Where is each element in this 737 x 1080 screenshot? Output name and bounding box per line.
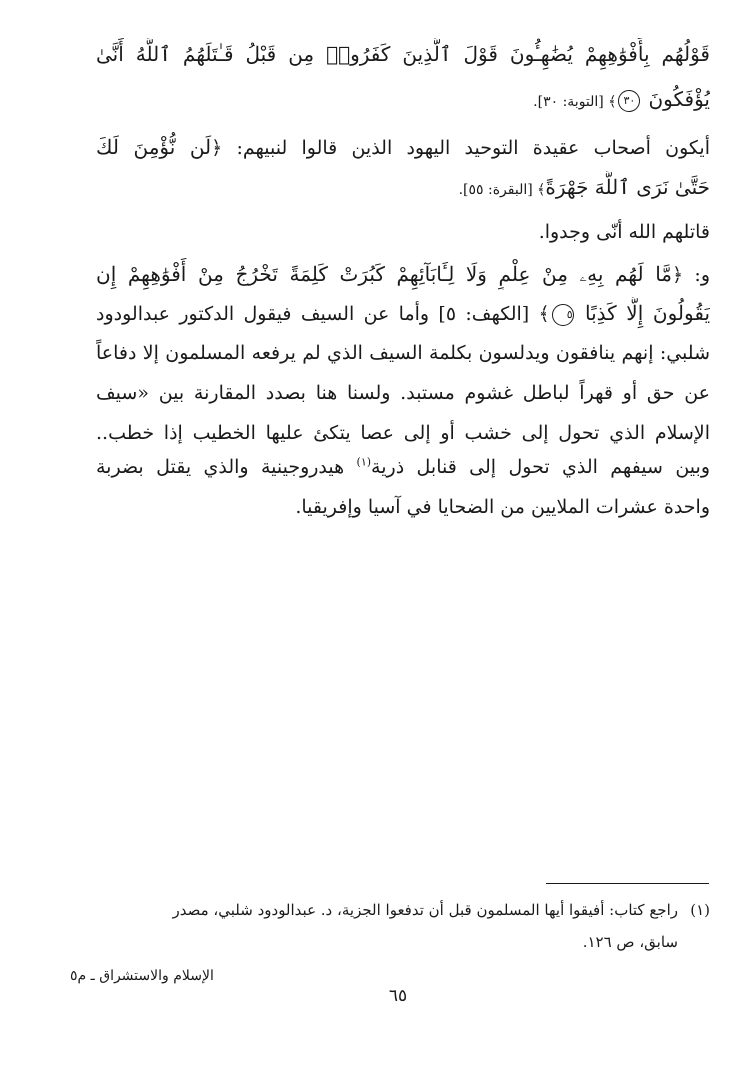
body-line-11 <box>96 451 710 483</box>
body-line-2 <box>96 83 710 115</box>
page-number: ٦٥ <box>388 986 408 1006</box>
body-line-12 <box>96 491 710 523</box>
body-line-7 <box>96 297 710 329</box>
ayah-number-marker: ٣٠ <box>618 90 640 112</box>
quran-verse: قَوْلُهُم بِأَفْوَٰهِهِمْ يُضَٰهِـُٔونَ قَوْلَ ٱلَّذِينَ كَفَرُوا۟ مِن قَبْلُ قَـٰتَلَهُمُ ٱللَّهُ أَنَّىٰ <box>96 42 710 66</box>
body-text: شلبي: إنهم ينافقون ويدلسون بكلمة السيف الذي لم يرفعه المسلمون إلا دفاعاً <box>96 342 710 364</box>
body-text: قاتلهم الله أنّى وجدوا. <box>538 221 710 243</box>
body-line-3 <box>96 131 710 163</box>
body-text: الإسلام الذي تحول إلى خشب أو إلى عصا يتكئ عليها الخطيب إذا خطب.. <box>96 422 710 444</box>
body-text: هيدروجينية والذي يقتل بضربة <box>96 456 357 478</box>
body-line-10 <box>96 417 710 449</box>
body-text: ﴾ [الكهف: ٥] وأما عن السيف فيقول الدكتور عبدالودود <box>96 303 550 325</box>
footnote-number: (١) <box>690 901 710 919</box>
footnote-separator <box>546 883 709 884</box>
body-line-6 <box>96 258 710 290</box>
quran-verse: حَتَّىٰ نَرَى ٱللَّهَ جَهْرَةً <box>545 175 710 199</box>
body-text: أيكون أصحاب عقيدة التوحيد اليهود الذين قالوا لنبيهم: ﴿ <box>211 137 710 159</box>
quran-verse: يَقُولُونَ إِلَّا كَذِبًا <box>584 301 710 325</box>
body-line-4 <box>96 171 710 203</box>
footnote-line-1 <box>96 896 710 924</box>
body-text: عن حق أو قهراً لباطل غشوم مستبد. ولسنا هنا بصدد المقارنة بين «سيف <box>96 382 710 404</box>
body-line-8 <box>96 337 710 369</box>
footnote-marker: (١) <box>356 455 372 469</box>
running-title: الإسلام والاستشراق ـ م٥ <box>70 968 214 984</box>
footnote-line-2 <box>96 928 710 956</box>
footnote-text: راجع كتاب: أفيقوا أيها المسلمون قبل أن تدفعوا الجزية، د. عبدالودود شلبي، مصدر <box>172 901 678 919</box>
footnote-text: سابق، ص ١٢٦. <box>582 933 678 951</box>
body-text: و: ﴿ <box>672 264 710 286</box>
quran-verse: يُؤْفَكُونَ <box>648 87 710 111</box>
verse-reference: ﴾ [التوبة: ٣٠]. <box>533 94 617 110</box>
quran-verse: مَّا لَهُم بِهِۦ مِنْ عِلْمٍ وَلَا لِـَٔابَآئِهِمْ كَبُرَتْ كَلِمَةً تَخْرُجُ مِنْ أَفْوَٰهِهِمْ إِن <box>96 262 673 286</box>
verse-reference: ﴾ [البقرة: ٥٥]. <box>458 182 546 198</box>
body-line-5 <box>96 216 710 248</box>
body-text: واحدة عشرات الملايين من الضحايا في آسيا وإفريقيا. <box>295 496 710 518</box>
body-line-9 <box>96 377 710 409</box>
quran-verse: لَن نُّؤْمِنَ لَكَ <box>96 135 212 159</box>
body-line-1 <box>96 38 710 70</box>
body-text: وبين سيفهم الذي تحول إلى قنابل ذرية <box>371 456 710 478</box>
ayah-number-marker: ٥ <box>552 304 574 326</box>
